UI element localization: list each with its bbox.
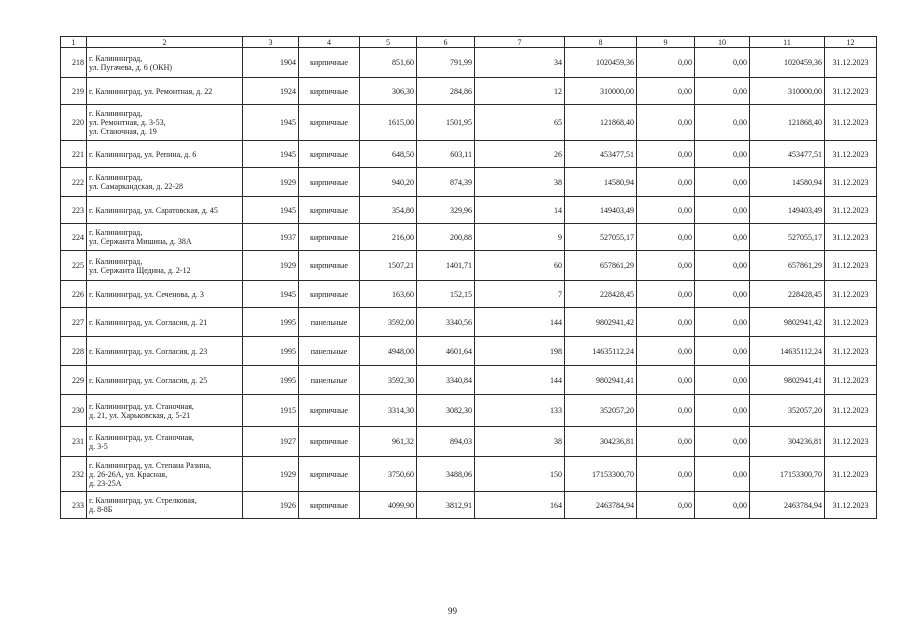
column-header: 9	[637, 37, 695, 48]
cost-column-11-cell: 149403,49	[750, 197, 825, 224]
cost-column-10-cell: 0,00	[695, 337, 750, 366]
wall-material-cell: кирпичные	[299, 197, 360, 224]
cost-column-9-cell: 0,00	[637, 337, 695, 366]
cost-column-9-cell: 0,00	[637, 366, 695, 395]
row-number: 218	[61, 48, 87, 78]
deadline-cell: 31.12.2023	[825, 492, 877, 519]
cost-column-9-cell: 0,00	[637, 281, 695, 308]
cost-column-11-cell: 657861,29	[750, 251, 825, 281]
living-area-cell: 284,86	[417, 78, 475, 105]
cost-column-9-cell: 0,00	[637, 141, 695, 168]
column-header: 3	[243, 37, 299, 48]
row-number: 223	[61, 197, 87, 224]
cost-column-11-cell: 9802941,41	[750, 366, 825, 395]
deadline-cell: 31.12.2023	[825, 224, 877, 251]
cost-total-cell: 9802941,42	[565, 308, 637, 337]
residents-cell: 150	[475, 457, 565, 492]
deadline-cell: 31.12.2023	[825, 427, 877, 457]
column-header: 8	[565, 37, 637, 48]
residents-cell: 164	[475, 492, 565, 519]
table-row	[61, 78, 877, 105]
address-cell: г. Калининград, ул. Саратовская, д. 45	[87, 197, 243, 224]
total-area-cell: 3314,30	[360, 395, 417, 427]
cost-column-10-cell: 0,00	[695, 48, 750, 78]
row-number: 233	[61, 492, 87, 519]
cost-column-9-cell: 0,00	[637, 395, 695, 427]
total-area-cell: 961,32	[360, 427, 417, 457]
cost-total-cell: 17153300,70	[565, 457, 637, 492]
wall-material-cell: кирпичные	[299, 48, 360, 78]
cost-column-10-cell: 0,00	[695, 197, 750, 224]
cost-column-10-cell: 0,00	[695, 168, 750, 197]
cost-column-11-cell: 453477,51	[750, 141, 825, 168]
living-area-cell: 791,99	[417, 48, 475, 78]
cost-column-10-cell: 0,00	[695, 141, 750, 168]
cost-column-11-cell: 14635112,24	[750, 337, 825, 366]
total-area-cell: 354,80	[360, 197, 417, 224]
wall-material-cell: панельные	[299, 308, 360, 337]
address-cell: г. Калининград, ул. Ремонтная, д. 22	[87, 78, 243, 105]
deadline-cell: 31.12.2023	[825, 251, 877, 281]
year-cell: 1929	[243, 168, 299, 197]
cost-column-10-cell: 0,00	[695, 457, 750, 492]
living-area-cell: 874,39	[417, 168, 475, 197]
residents-cell: 144	[475, 366, 565, 395]
address-cell: г. Калининград, ул. Самаркандская, д. 22-28	[87, 168, 243, 197]
cost-column-9-cell: 0,00	[637, 168, 695, 197]
address-cell: г. Калининград, ул. Согласия, д. 25	[87, 366, 243, 395]
cost-column-10-cell: 0,00	[695, 395, 750, 427]
wall-material-cell: кирпичные	[299, 168, 360, 197]
table-row	[61, 48, 877, 78]
table-row	[61, 281, 877, 308]
cost-column-10-cell: 0,00	[695, 308, 750, 337]
address-cell: г. Калининград, ул. Степана Разина, д. 26-26А, ул. Красная, д. 23-25А	[87, 457, 243, 492]
cost-column-9-cell: 0,00	[637, 197, 695, 224]
deadline-cell: 31.12.2023	[825, 308, 877, 337]
address-cell: г. Калининград, ул. Сержанта Мишина, д. 38А	[87, 224, 243, 251]
address-cell: г. Калининград, ул. Сеченова, д. 3	[87, 281, 243, 308]
deadline-cell: 31.12.2023	[825, 366, 877, 395]
year-cell: 1927	[243, 427, 299, 457]
cost-column-11-cell: 17153300,70	[750, 457, 825, 492]
row-number: 221	[61, 141, 87, 168]
cost-column-11-cell: 304236,81	[750, 427, 825, 457]
total-area-cell: 3592,00	[360, 308, 417, 337]
cost-total-cell: 149403,49	[565, 197, 637, 224]
deadline-cell: 31.12.2023	[825, 281, 877, 308]
total-area-cell: 1615,00	[360, 105, 417, 141]
cost-column-9-cell: 0,00	[637, 105, 695, 141]
deadline-cell: 31.12.2023	[825, 457, 877, 492]
cost-column-10-cell: 0,00	[695, 251, 750, 281]
column-header: 1	[61, 37, 87, 48]
column-header: 11	[750, 37, 825, 48]
cost-column-11-cell: 2463784,94	[750, 492, 825, 519]
cost-total-cell: 14580,94	[565, 168, 637, 197]
table-row	[61, 308, 877, 337]
cost-total-cell: 453477,51	[565, 141, 637, 168]
living-area-cell: 3340,84	[417, 366, 475, 395]
cost-total-cell: 2463784,94	[565, 492, 637, 519]
cost-total-cell: 1020459,36	[565, 48, 637, 78]
total-area-cell: 3592,30	[360, 366, 417, 395]
deadline-cell: 31.12.2023	[825, 337, 877, 366]
year-cell: 1995	[243, 308, 299, 337]
total-area-cell: 3750,60	[360, 457, 417, 492]
cost-column-11-cell: 310000,00	[750, 78, 825, 105]
table-row	[61, 395, 877, 427]
total-area-cell: 163,60	[360, 281, 417, 308]
row-number: 231	[61, 427, 87, 457]
row-number: 226	[61, 281, 87, 308]
address-cell: г. Калининград, ул. Станочная, д. 3-5	[87, 427, 243, 457]
living-area-cell: 1501,95	[417, 105, 475, 141]
residents-cell: 34	[475, 48, 565, 78]
cost-total-cell: 121868,40	[565, 105, 637, 141]
cost-total-cell: 228428,45	[565, 281, 637, 308]
living-area-cell: 200,88	[417, 224, 475, 251]
cost-column-11-cell: 228428,45	[750, 281, 825, 308]
cost-column-10-cell: 0,00	[695, 427, 750, 457]
residents-cell: 26	[475, 141, 565, 168]
cost-total-cell: 14635112,24	[565, 337, 637, 366]
year-cell: 1904	[243, 48, 299, 78]
year-cell: 1945	[243, 105, 299, 141]
year-cell: 1945	[243, 197, 299, 224]
cost-total-cell: 310000,00	[565, 78, 637, 105]
year-cell: 1945	[243, 281, 299, 308]
row-number: 232	[61, 457, 87, 492]
table-row	[61, 197, 877, 224]
cost-column-11-cell: 9802941,42	[750, 308, 825, 337]
cost-column-11-cell: 121868,40	[750, 105, 825, 141]
cost-column-10-cell: 0,00	[695, 105, 750, 141]
apartment-buildings-table	[60, 36, 877, 519]
address-cell: г. Калининград, ул. Согласия, д. 23	[87, 337, 243, 366]
deadline-cell: 31.12.2023	[825, 105, 877, 141]
total-area-cell: 940,20	[360, 168, 417, 197]
table-row	[61, 105, 877, 141]
wall-material-cell: панельные	[299, 337, 360, 366]
living-area-cell: 1401,71	[417, 251, 475, 281]
cost-column-10-cell: 0,00	[695, 492, 750, 519]
deadline-cell: 31.12.2023	[825, 197, 877, 224]
cost-column-11-cell: 352057,20	[750, 395, 825, 427]
cost-column-9-cell: 0,00	[637, 78, 695, 105]
row-number: 219	[61, 78, 87, 105]
total-area-cell: 4099,90	[360, 492, 417, 519]
table-row	[61, 492, 877, 519]
total-area-cell: 306,30	[360, 78, 417, 105]
cost-column-10-cell: 0,00	[695, 78, 750, 105]
living-area-cell: 3488,06	[417, 457, 475, 492]
address-cell: г. Калининград, ул. Стрелковая, д. 8-8Б	[87, 492, 243, 519]
cost-total-cell: 352057,20	[565, 395, 637, 427]
wall-material-cell: кирпичные	[299, 105, 360, 141]
year-cell: 1937	[243, 224, 299, 251]
residents-cell: 198	[475, 337, 565, 366]
header-row	[61, 37, 877, 48]
cost-column-9-cell: 0,00	[637, 427, 695, 457]
column-header: 6	[417, 37, 475, 48]
wall-material-cell: панельные	[299, 366, 360, 395]
row-number: 220	[61, 105, 87, 141]
table-row	[61, 251, 877, 281]
total-area-cell: 648,50	[360, 141, 417, 168]
residents-cell: 65	[475, 105, 565, 141]
column-header: 10	[695, 37, 750, 48]
address-cell: г. Калининград, ул. Сержанта Щедина, д. 2-12	[87, 251, 243, 281]
wall-material-cell: кирпичные	[299, 492, 360, 519]
cost-column-11-cell: 14580,94	[750, 168, 825, 197]
deadline-cell: 31.12.2023	[825, 48, 877, 78]
total-area-cell: 851,60	[360, 48, 417, 78]
page-number: 99	[448, 606, 457, 616]
year-cell: 1995	[243, 366, 299, 395]
residents-cell: 133	[475, 395, 565, 427]
table-row	[61, 366, 877, 395]
residents-cell: 9	[475, 224, 565, 251]
living-area-cell: 894,03	[417, 427, 475, 457]
year-cell: 1929	[243, 457, 299, 492]
table-row	[61, 168, 877, 197]
cost-column-9-cell: 0,00	[637, 492, 695, 519]
year-cell: 1995	[243, 337, 299, 366]
column-header: 5	[360, 37, 417, 48]
cost-column-11-cell: 1020459,36	[750, 48, 825, 78]
wall-material-cell: кирпичные	[299, 78, 360, 105]
deadline-cell: 31.12.2023	[825, 141, 877, 168]
address-cell: г. Калининград, ул. Согласия, д. 21	[87, 308, 243, 337]
column-header: 7	[475, 37, 565, 48]
row-number: 227	[61, 308, 87, 337]
year-cell: 1924	[243, 78, 299, 105]
table-row	[61, 427, 877, 457]
living-area-cell: 329,96	[417, 197, 475, 224]
cost-column-11-cell: 527055,17	[750, 224, 825, 251]
table-row	[61, 337, 877, 366]
total-area-cell: 1507,21	[360, 251, 417, 281]
year-cell: 1945	[243, 141, 299, 168]
row-number: 229	[61, 366, 87, 395]
year-cell: 1929	[243, 251, 299, 281]
wall-material-cell: кирпичные	[299, 251, 360, 281]
cost-column-9-cell: 0,00	[637, 48, 695, 78]
address-cell: г. Калининград, ул. Репина, д. 6	[87, 141, 243, 168]
living-area-cell: 3082,30	[417, 395, 475, 427]
wall-material-cell: кирпичные	[299, 427, 360, 457]
residents-cell: 60	[475, 251, 565, 281]
living-area-cell: 3340,56	[417, 308, 475, 337]
living-area-cell: 4601,64	[417, 337, 475, 366]
wall-material-cell: кирпичные	[299, 141, 360, 168]
living-area-cell: 3812,91	[417, 492, 475, 519]
address-cell: г. Калининград, ул. Станочная, д. 21, ул. Харьковская, д. 5-21	[87, 395, 243, 427]
living-area-cell: 152,15	[417, 281, 475, 308]
address-cell: г. Калининград, ул. Пугачева, д. 6 (ОКН)	[87, 48, 243, 78]
deadline-cell: 31.12.2023	[825, 168, 877, 197]
residents-cell: 38	[475, 168, 565, 197]
living-area-cell: 603,11	[417, 141, 475, 168]
address-cell: г. Калининград, ул. Ремонтная, д. 3-53, ул. Станочная, д. 19	[87, 105, 243, 141]
cost-total-cell: 527055,17	[565, 224, 637, 251]
cost-column-10-cell: 0,00	[695, 281, 750, 308]
year-cell: 1926	[243, 492, 299, 519]
wall-material-cell: кирпичные	[299, 395, 360, 427]
cost-column-9-cell: 0,00	[637, 251, 695, 281]
cost-total-cell: 304236,81	[565, 427, 637, 457]
cost-total-cell: 9802941,41	[565, 366, 637, 395]
total-area-cell: 216,00	[360, 224, 417, 251]
residents-cell: 38	[475, 427, 565, 457]
cost-total-cell: 657861,29	[565, 251, 637, 281]
total-area-cell: 4948,00	[360, 337, 417, 366]
residents-cell: 14	[475, 197, 565, 224]
cost-column-9-cell: 0,00	[637, 457, 695, 492]
row-number: 224	[61, 224, 87, 251]
row-number: 230	[61, 395, 87, 427]
cost-column-9-cell: 0,00	[637, 308, 695, 337]
wall-material-cell: кирпичные	[299, 224, 360, 251]
residents-cell: 12	[475, 78, 565, 105]
table-row	[61, 457, 877, 492]
cost-column-9-cell: 0,00	[637, 224, 695, 251]
column-header: 4	[299, 37, 360, 48]
deadline-cell: 31.12.2023	[825, 78, 877, 105]
year-cell: 1915	[243, 395, 299, 427]
residents-cell: 7	[475, 281, 565, 308]
column-header: 2	[87, 37, 243, 48]
row-number: 222	[61, 168, 87, 197]
cost-column-10-cell: 0,00	[695, 366, 750, 395]
table-row	[61, 224, 877, 251]
column-header: 12	[825, 37, 877, 48]
row-number: 228	[61, 337, 87, 366]
cost-column-10-cell: 0,00	[695, 224, 750, 251]
deadline-cell: 31.12.2023	[825, 395, 877, 427]
residents-cell: 144	[475, 308, 565, 337]
wall-material-cell: кирпичные	[299, 281, 360, 308]
wall-material-cell: кирпичные	[299, 457, 360, 492]
table-row	[61, 141, 877, 168]
row-number: 225	[61, 251, 87, 281]
